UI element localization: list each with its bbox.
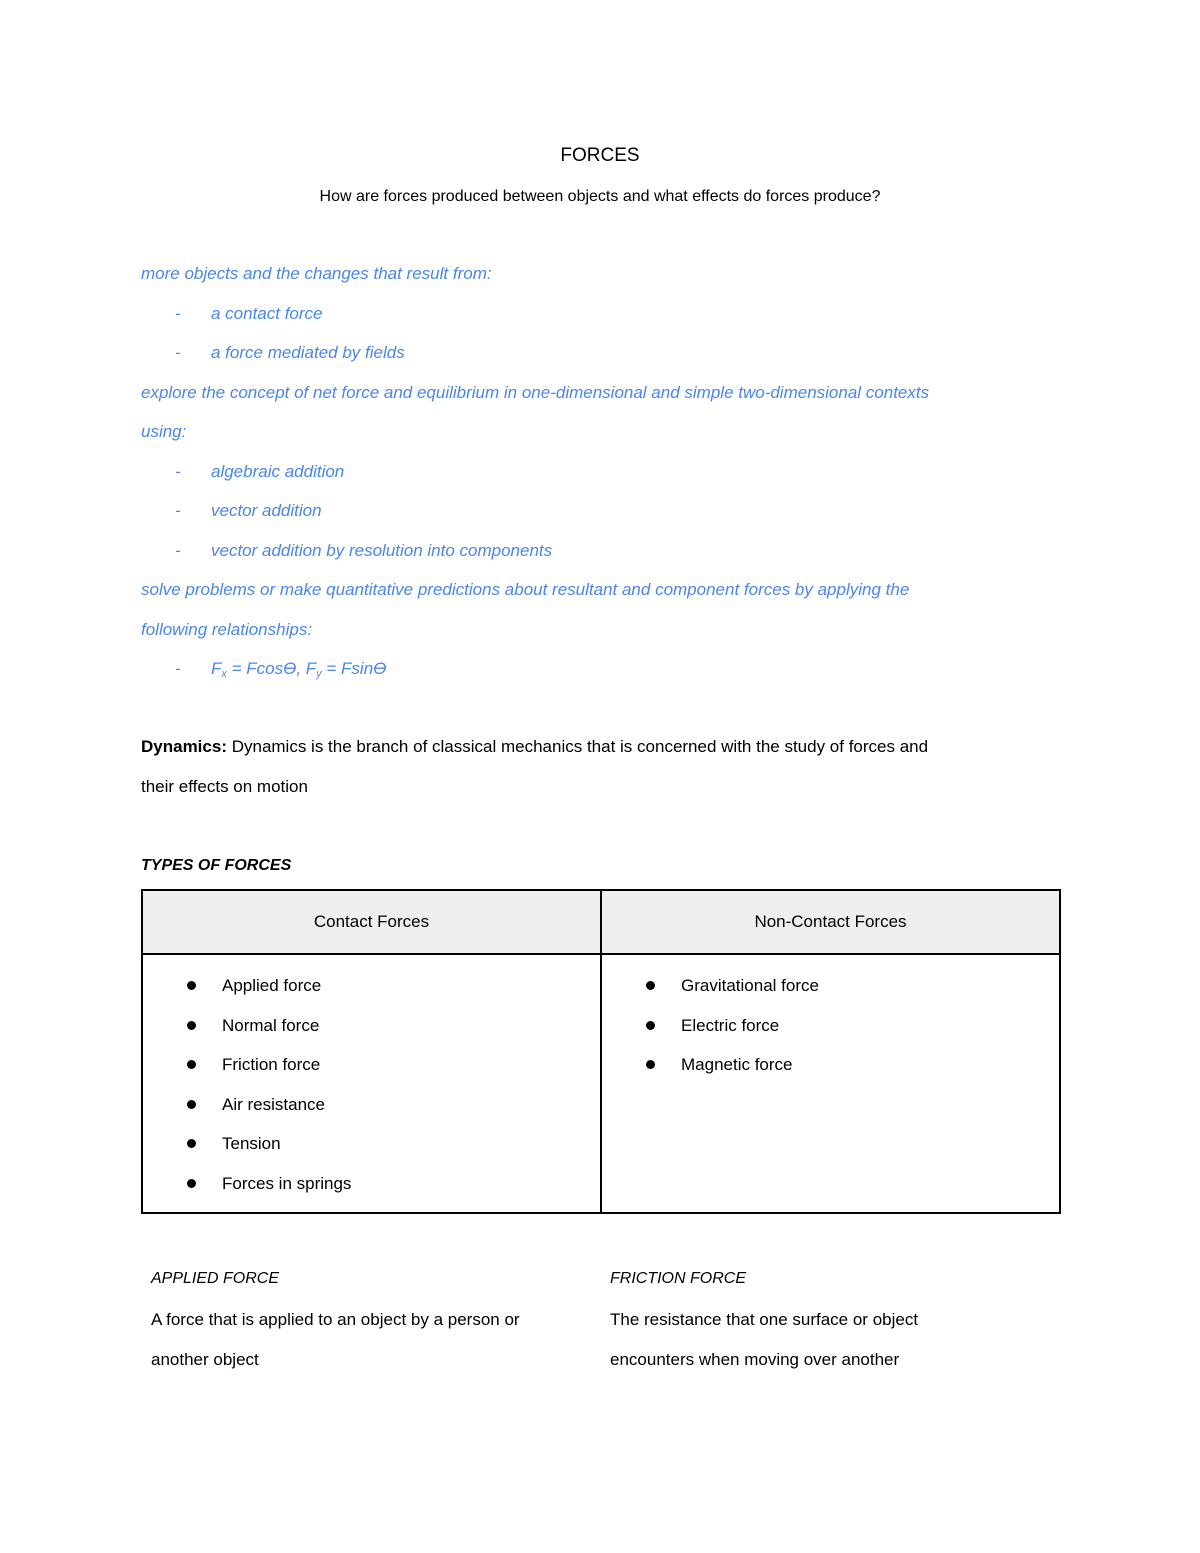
list-item-text: Applied force [222,976,322,995]
list-item-text: Magnetic force [681,1055,793,1074]
list-item [187,1045,600,1085]
definition-body [610,1300,1060,1379]
bullet-icon [646,981,655,990]
bullet-icon [646,1060,655,1069]
outcome-item-text: algebraic addition [211,462,345,481]
bullet-icon [646,1021,655,1030]
definition-line: another object [151,1349,259,1369]
list-item [187,966,600,1006]
fx-symbol: F [211,659,222,678]
dash-marker: - [175,659,181,678]
list-item-text: Normal force [222,1015,320,1035]
dash-marker: - [175,343,181,362]
bullet-icon [187,1179,196,1188]
list-item [646,1006,1059,1046]
bullet-icon [187,1100,196,1109]
list-item-text: Gravitational force [681,976,819,995]
list-item [187,1085,600,1125]
non-contact-forces-list [602,966,1059,1085]
bullet-icon [187,1139,196,1148]
forces-table [141,889,1061,1214]
fx-expression: = Fcosϴ, [226,659,306,678]
list-item [187,1164,600,1204]
bullet-icon [187,1021,196,1030]
list-item-text: Friction force [222,1055,321,1074]
outcome-list-item [175,340,405,366]
list-item-text: Tension [222,1134,281,1153]
formula-line [175,656,386,687]
dash-marker: - [175,501,181,520]
bullet-icon [187,1060,196,1069]
inquiry-question: How are forces produced between objects and what effects do forces produce? [319,188,881,205]
list-item [646,1045,1059,1085]
friction-force-definition [610,1266,1060,1379]
applied-force-definition [151,1266,601,1379]
dynamics-definition-cont: their effects on motion [141,777,308,796]
outcome-explore: explore the concept of net force and equilibrium in one-dimensional and simple two-dimensional contexts [141,383,930,402]
outcome-item-text: vector addition [211,501,322,520]
dynamics-definition [141,734,928,760]
outcome-list-item [175,538,552,564]
list-item-text: Air resistance [222,1094,325,1114]
table-header-non-contact: Non-Contact Forces [602,891,1059,955]
outcome-item-text: a force mediated by fields [211,343,405,362]
outcome-list-item [175,498,322,524]
dash-marker: - [175,462,181,481]
outcome-item-text: vector addition by resolution into components [211,541,553,560]
definition-heading: FRICTION FORCE [610,1270,746,1287]
list-item-text: Electric force [681,1015,780,1035]
contact-forces-list [143,966,600,1203]
non-contact-forces-cell [602,955,1059,1212]
outcome-explore-cont: using: [141,422,187,441]
definition-line: The resistance that one surface or object [610,1310,919,1329]
definition-line: A force that is applied to an object by a person or [151,1310,520,1329]
dynamics-term: Dynamics: [141,737,227,756]
bullet-icon [187,981,196,990]
definition-body [151,1300,601,1379]
dynamics-text: Dynamics is the branch of classical mechanics that is concerned with the study of forces and [226,737,929,756]
definition-line: encounters when moving over another [610,1349,900,1369]
outcome-intro: more objects and the changes that result from: [141,264,492,283]
page-title: FORCES [560,145,640,166]
outcome-solve-cont: following relationships: [141,620,313,639]
table-header-contact: Contact Forces [143,891,602,955]
fy-subscript: y [316,668,322,680]
list-item-text: Forces in springs [222,1173,352,1193]
types-of-forces-heading: TYPES OF FORCES [141,857,292,874]
fx-subscript: x [221,668,227,680]
list-item [187,1124,600,1164]
fy-expression: = Fsinϴ [321,659,387,678]
dash-marker: - [175,304,181,323]
definition-heading: APPLIED FORCE [151,1270,280,1287]
outcome-solve: solve problems or make quantitative predictions about resultant and component forces by applying the [141,580,910,599]
contact-forces-cell [143,955,602,1212]
dash-marker: - [175,541,181,560]
fy-symbol: F [305,659,317,678]
outcome-list-item [175,459,344,485]
list-item [646,966,1059,1006]
outcome-item-text: a contact force [211,304,323,323]
list-item [187,1006,600,1046]
outcome-list-item [175,301,323,327]
